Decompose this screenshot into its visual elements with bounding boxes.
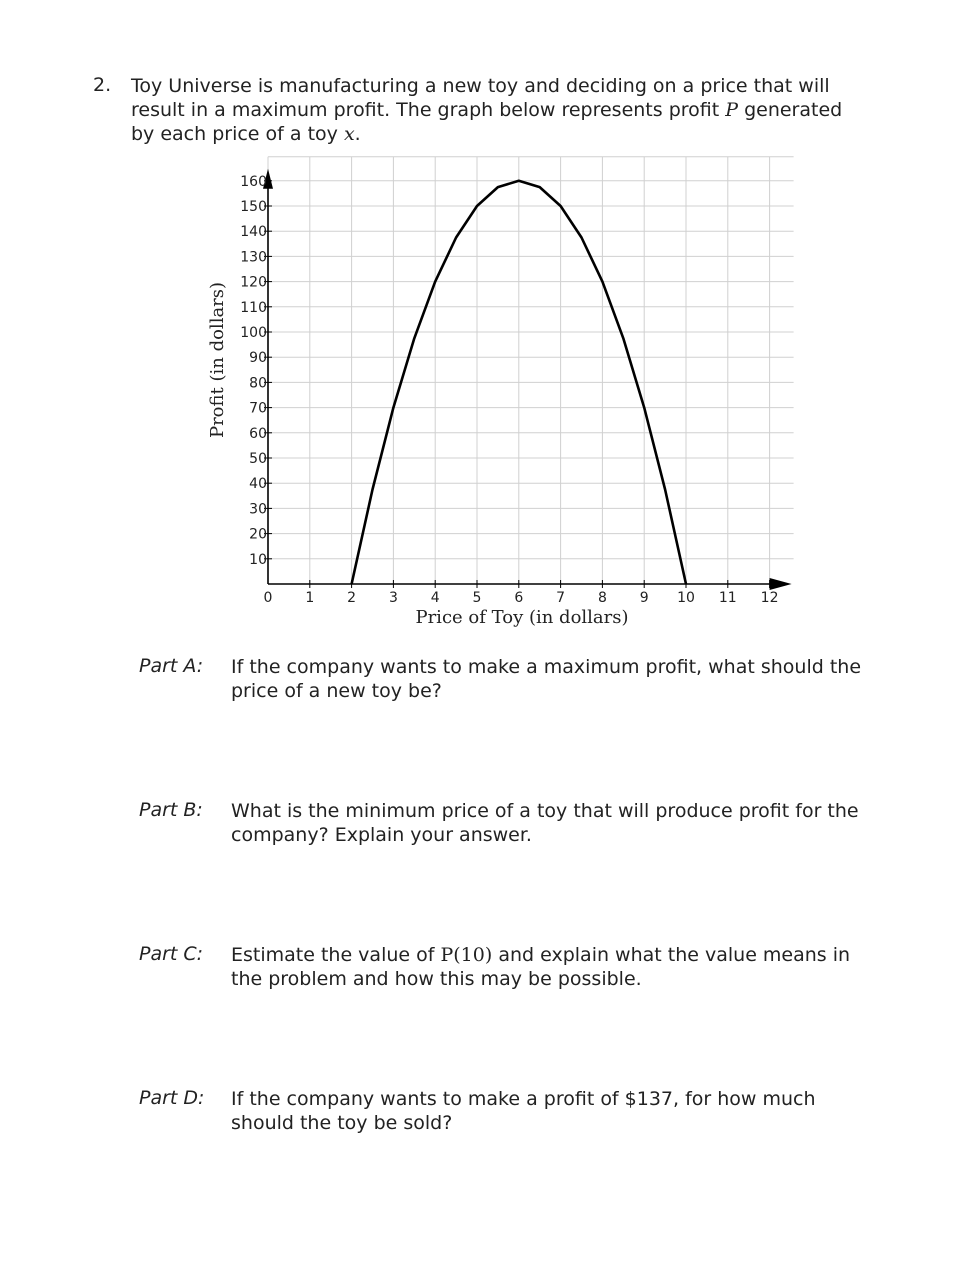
y-tick-label: 100 [240, 325, 267, 341]
x-tick-label: 12 [760, 590, 779, 606]
part-a-label: Part A: [139, 655, 204, 677]
y-tick-label: 130 [240, 249, 267, 266]
chart-tick-labels [240, 174, 778, 606]
x-axis-title: Price of Toy (in dollars) [415, 607, 629, 628]
y-tick-label: 90 [249, 350, 267, 367]
x-tick-label: 6 [514, 590, 524, 606]
chart-grid [268, 157, 794, 584]
y-tick-label: 70 [249, 400, 267, 417]
x-tick-label: 7 [556, 590, 566, 606]
y-tick-label: 50 [249, 451, 267, 467]
y-tick-label: 110 [240, 299, 267, 316]
y-tick-label: 120 [240, 274, 267, 291]
x-axis-arrow [770, 578, 792, 590]
part-a-text: If the company wants to make a maximum profit, what should the price of a new toy be? [231, 656, 862, 702]
y-tick-label: 40 [249, 476, 267, 493]
x-tick-label: 0 [263, 590, 273, 606]
x-tick-label: 3 [388, 590, 398, 606]
question-number: 2. [93, 74, 112, 96]
x-tick-label: 2 [347, 590, 357, 606]
question-text-part-3: . [354, 123, 361, 145]
x-tick-label: 5 [472, 590, 482, 606]
part-c-text-2: and explain what the value means in the problem and how this may be possible. [231, 944, 851, 990]
y-tick-label: 150 [240, 199, 267, 215]
x-tick-label: 9 [639, 590, 649, 606]
variable-x: x [343, 123, 355, 145]
variable-p: P [725, 99, 739, 121]
chart-axes [263, 169, 792, 590]
part-d-label: Part D: [139, 1087, 205, 1109]
part-c-expression: P(10) [440, 944, 493, 966]
part-b-text: What is the minimum price of a toy that will produce profit for the company? Explain your answer. [231, 800, 859, 846]
y-tick-label: 80 [249, 375, 267, 392]
part-c-text-1: Estimate the value of [231, 944, 441, 966]
question-text [131, 74, 871, 146]
y-tick-label: 60 [249, 425, 267, 442]
x-tick-label: 4 [430, 590, 440, 606]
x-tick-label: 11 [718, 590, 737, 606]
y-tick-label: 20 [249, 526, 267, 543]
question-text-part-1: Toy Universe is manufacturing a new toy and deciding on a price that will result in a maximum profit. The graph below represents profit [131, 75, 830, 121]
x-tick-label: 1 [305, 590, 315, 606]
y-tick-label: 10 [249, 551, 267, 568]
y-tick-label: 140 [240, 224, 267, 241]
x-tick-label: 10 [677, 590, 695, 606]
part-d-text: If the company wants to make a profit of $137, for how much should the toy be sold? [231, 1088, 816, 1134]
part-c-text [231, 943, 871, 991]
profit-chart [195, 148, 805, 638]
y-tick-label: 160 [240, 173, 267, 190]
y-axis-title: Profit (in dollars) [207, 281, 228, 439]
part-b-label: Part B: [139, 799, 203, 821]
question-text-part-2: generated by each price of a toy [131, 99, 843, 145]
x-tick-label: 8 [597, 590, 607, 606]
part-c-label: Part C: [139, 943, 204, 965]
y-tick-label: 30 [249, 501, 267, 518]
